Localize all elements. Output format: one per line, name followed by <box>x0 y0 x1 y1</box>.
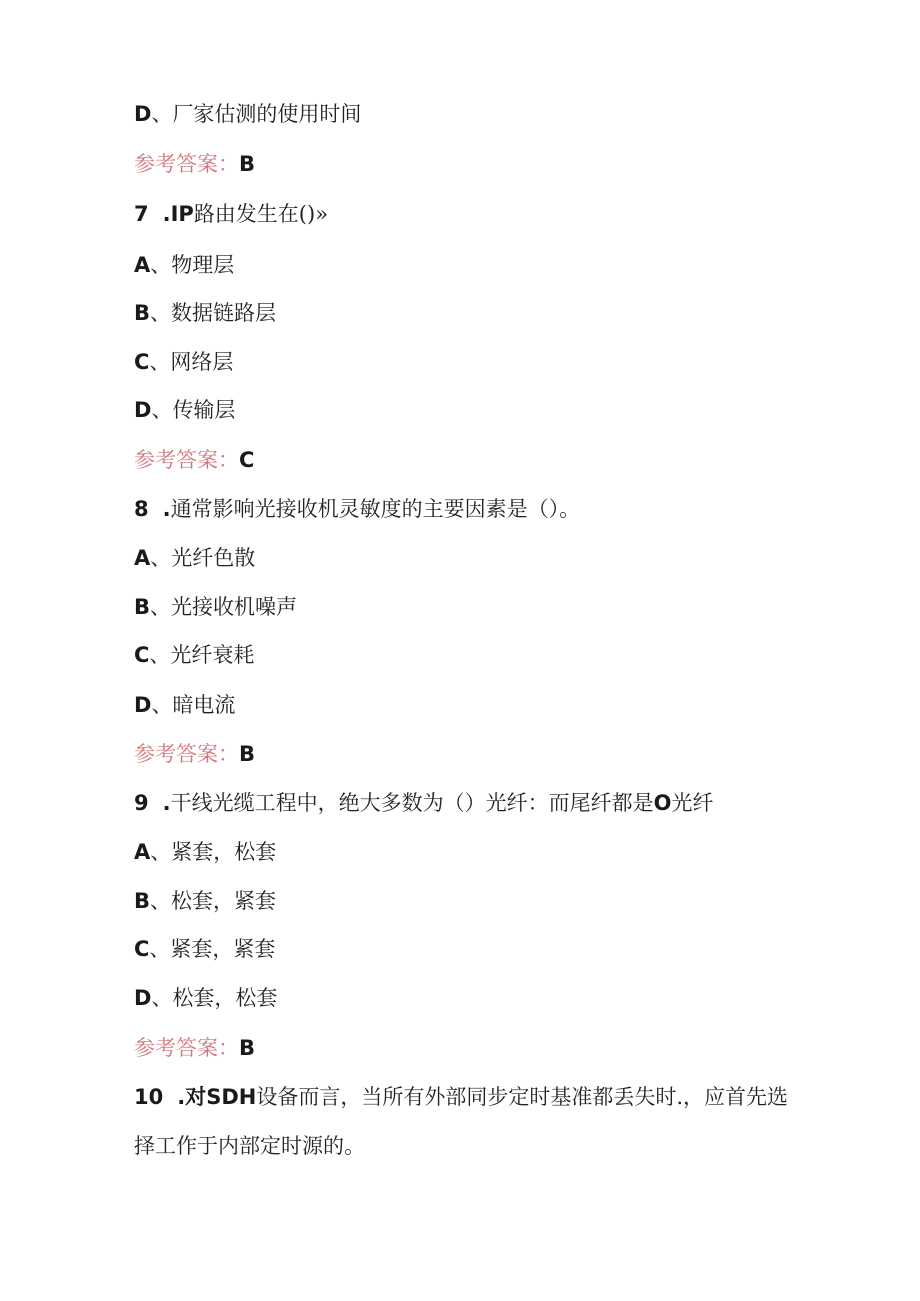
reference-answer: 参考答案：B <box>134 152 256 176</box>
option-a: A、紧套，松套 <box>134 840 277 864</box>
question-8: 8 .通常影响光接收机灵敏度的主要因素是（）。 <box>134 497 581 521</box>
option-d: D、暗电流 <box>134 693 236 717</box>
reference-answer: 参考答案：B <box>134 1036 256 1060</box>
option-a: A、物理层 <box>134 253 235 277</box>
option-d: D、松套，松套 <box>134 986 278 1010</box>
reference-answer: 参考答案：B <box>134 742 256 766</box>
reference-answer: 参考答案：C <box>134 448 255 472</box>
question-9: 9 .干线光缆工程中，绝大多数为（）光纤：而尾纤都是O光纤 <box>134 791 714 815</box>
option-d: D、传输层 <box>134 398 236 422</box>
option-d: D、厂家估测的使用时间 <box>134 102 362 126</box>
question-10-continuation: 择工作于内部定时源的。 <box>134 1134 365 1158</box>
question-7: 7 .IP路由发生在()» <box>134 202 329 226</box>
option-b: B、光接收机噪声 <box>134 595 298 619</box>
option-c: C、网络层 <box>134 350 234 374</box>
option-b: B、数据链路层 <box>134 301 277 325</box>
option-a: A、光纤色散 <box>134 546 256 570</box>
question-10: 10 .对SDH设备而言，当所有外部同步定时基准都丢失时.，应首先选 <box>134 1085 789 1109</box>
option-c: C、光纤衰耗 <box>134 643 255 667</box>
option-b: B、松套，紧套 <box>134 889 277 913</box>
option-c: C、紧套，紧套 <box>134 937 276 961</box>
